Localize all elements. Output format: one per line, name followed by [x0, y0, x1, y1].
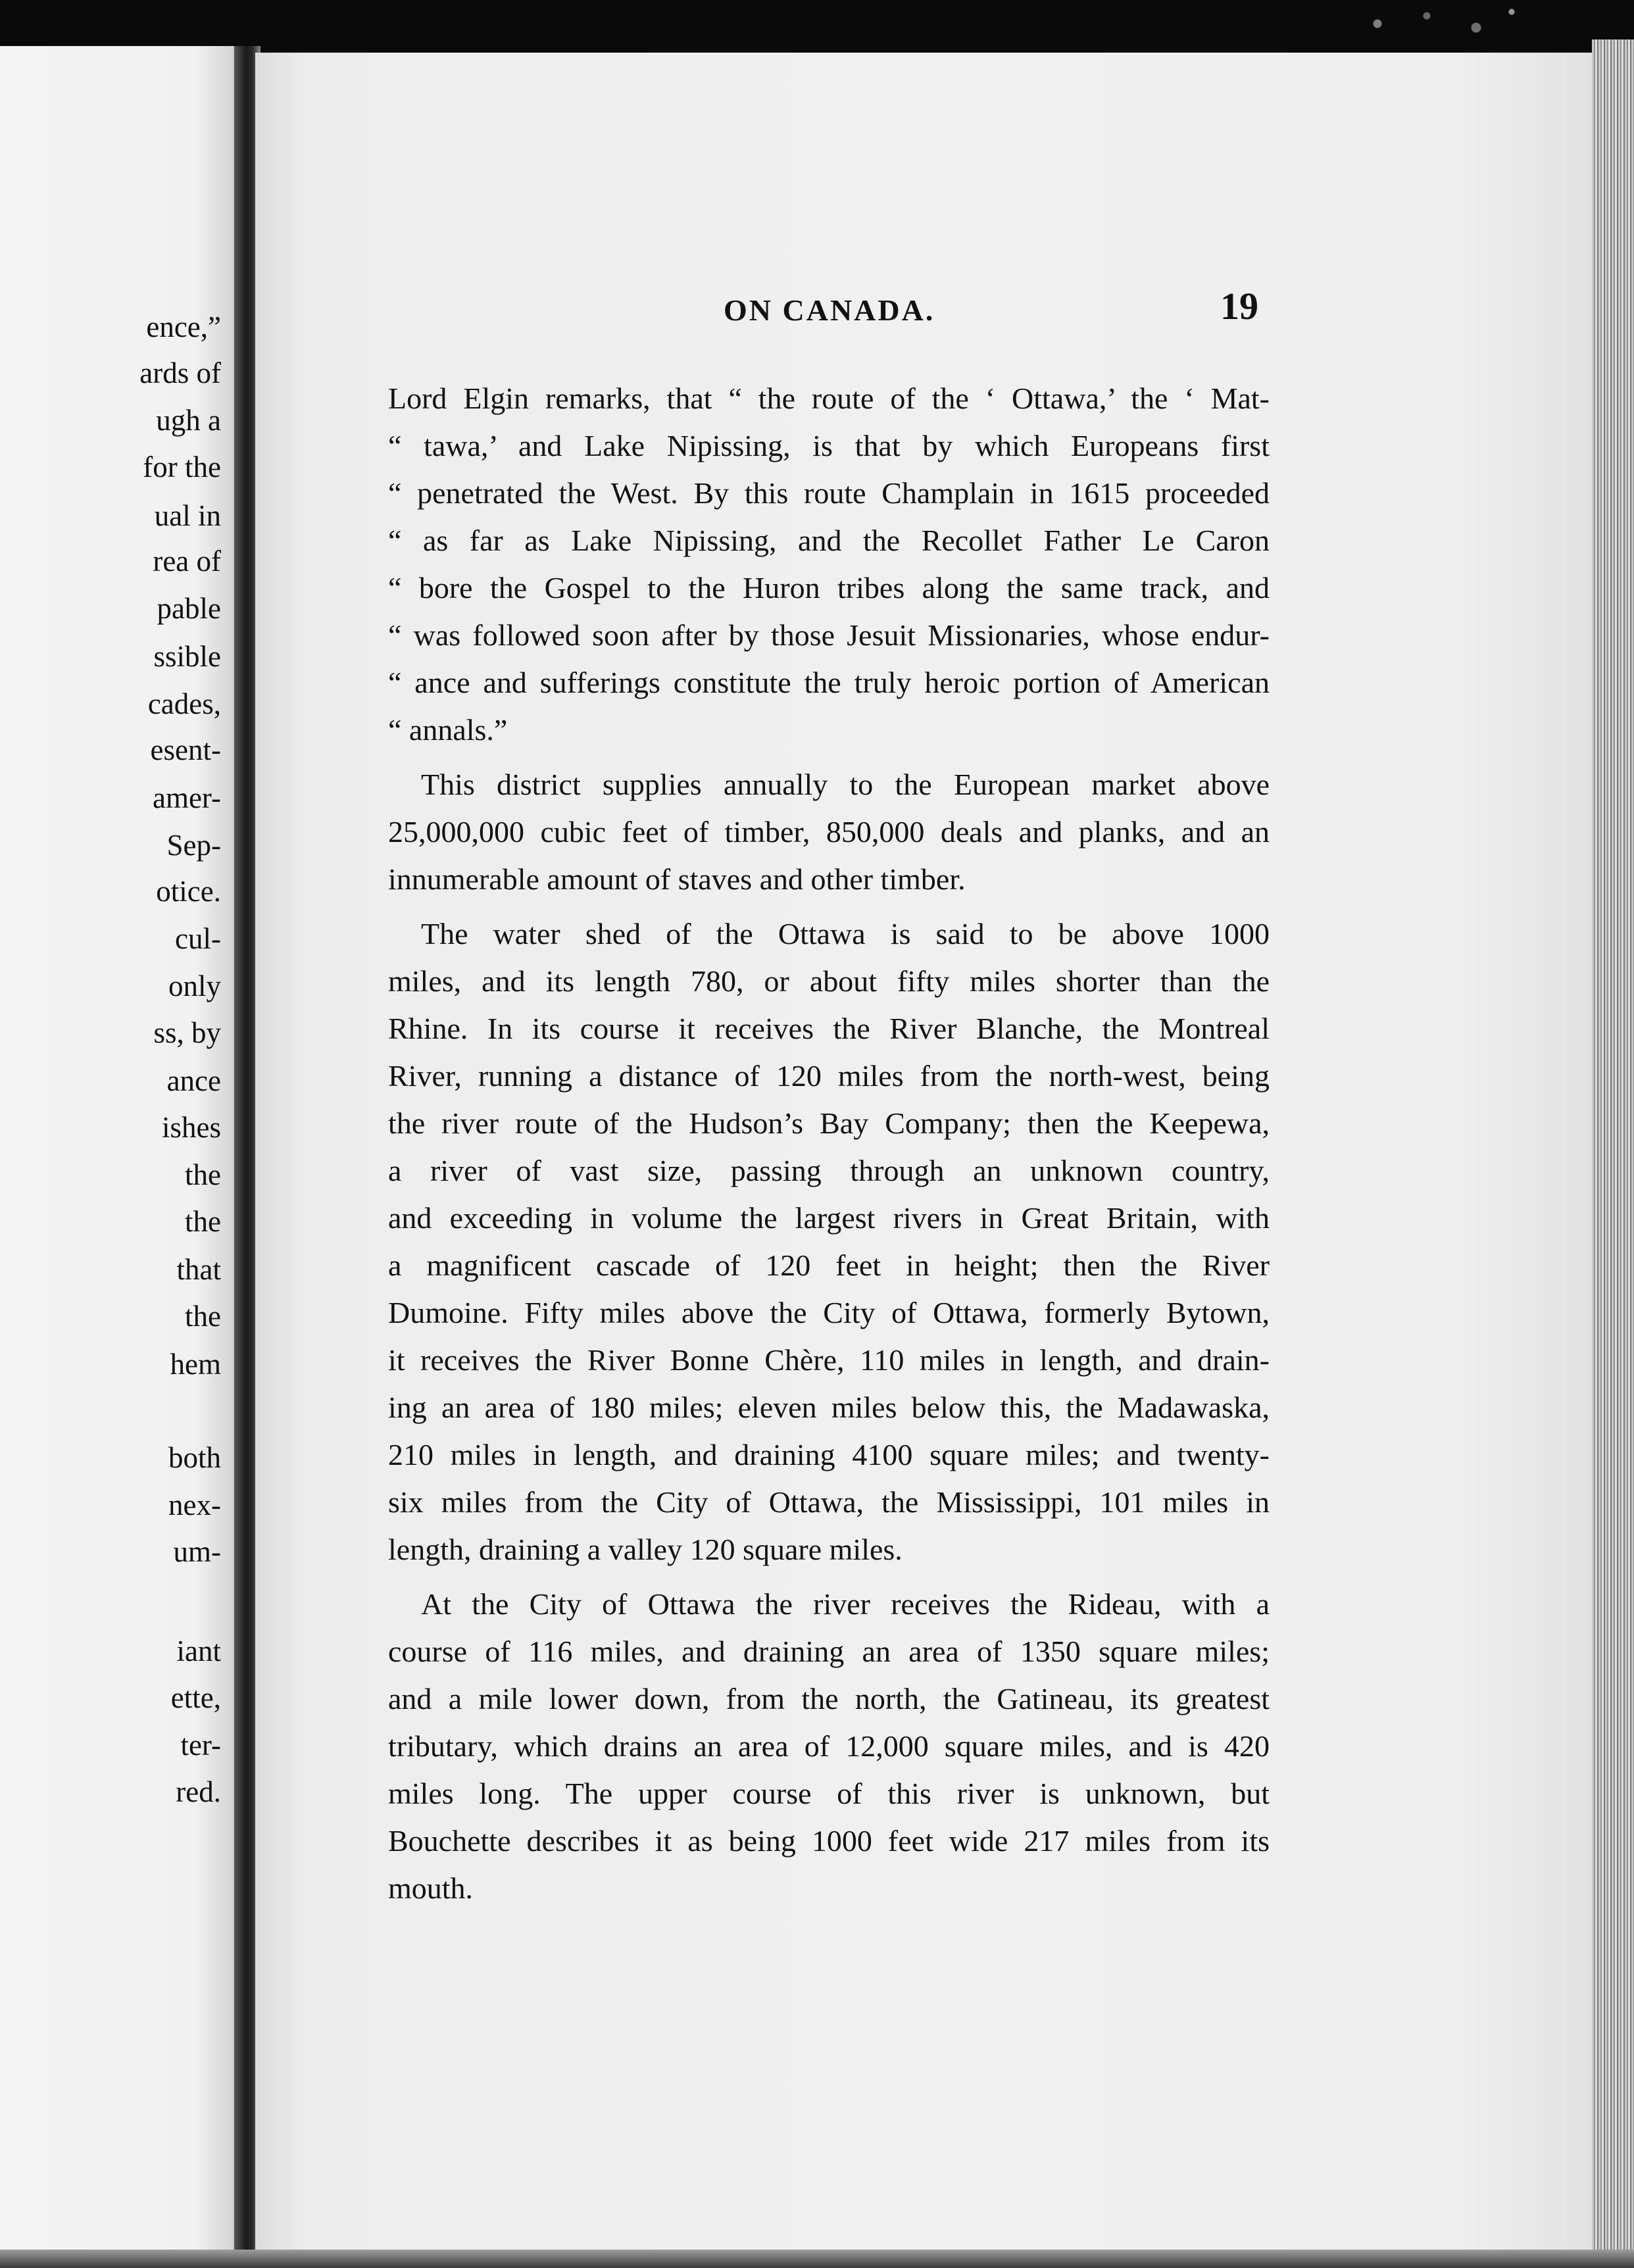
text-line: innumerable amount of staves and other timber.	[388, 862, 966, 896]
left-page-line: the	[185, 1205, 221, 1238]
page-edges	[1592, 39, 1634, 2268]
text-line: Lord Elgin remarks, that “ the route of the ‘ Ottawa,’ the ‘ Mat-	[388, 382, 1270, 415]
text-line: ing an area of 180 miles; eleven miles below this, the Madawaska,	[388, 1391, 1270, 1424]
text-line: “ as far as Lake Nipissing, and the Recollet Father Le Caron	[388, 524, 1270, 557]
left-page-line: esent-	[150, 733, 221, 766]
text-line: “ tawa,’ and Lake Nipissing, is that by which Europeans first	[388, 429, 1270, 462]
left-page-line: the	[185, 1158, 221, 1191]
left-page-line: amer-	[152, 781, 221, 814]
left-page-line: iant	[176, 1635, 221, 1667]
text-line: 25,000,000 cubic feet of timber, 850,000 deals and planks, and an	[388, 815, 1270, 849]
text-line: 210 miles in length, and draining 4100 square miles; and twenty-	[388, 1438, 1270, 1471]
left-page-line: that	[176, 1253, 221, 1286]
paragraph	[388, 1581, 1270, 1912]
text-line: River, running a distance of 120 miles from the north-west, being	[388, 1059, 1270, 1093]
left-page-line: ss, by	[153, 1016, 221, 1049]
left-page-line: rea of	[153, 545, 221, 578]
left-page-line: cul-	[175, 922, 221, 955]
text-line: mouth.	[388, 1871, 474, 1905]
left-page-line: red.	[176, 1775, 221, 1808]
text-line: and exceeding in volume the largest rivers in Great Britain, with	[388, 1201, 1270, 1235]
text-line: a river of vast size, passing through an unknown country,	[388, 1154, 1270, 1187]
scan-artifact	[1338, 4, 1535, 43]
text-line: “ penetrated the West. By this route Champlain in 1615 proceeded	[388, 476, 1270, 510]
left-page-line: ards of	[139, 357, 221, 389]
scan-bottom-border	[0, 2250, 1634, 2268]
text-line: Dumoine. Fifty miles above the City of Ottawa, formerly Bytown,	[388, 1296, 1270, 1329]
page-number: 19	[1220, 285, 1258, 328]
paragraph	[388, 761, 1270, 903]
left-page-line: pable	[157, 592, 221, 625]
text-line: Rhine. In its course it receives the River Blanche, the Montreal	[388, 1012, 1270, 1045]
text-line: “ annals.”	[388, 713, 508, 747]
running-head: ON CANADA.	[724, 293, 935, 327]
left-page-line: ence,”	[146, 310, 221, 343]
left-page-line: cades,	[147, 687, 221, 720]
left-page-line: ssible	[153, 640, 221, 673]
left-page-line: hem	[170, 1348, 221, 1381]
text-line: “ was followed soon after by those Jesuit Missionaries, whose endur-	[388, 618, 1270, 652]
left-page-line: ugh a	[156, 404, 221, 437]
text-line: course of 116 miles, and draining an area of 1350 square miles;	[388, 1635, 1270, 1668]
paragraph	[388, 910, 1270, 1573]
left-page-line: ishes	[162, 1111, 221, 1144]
text-line: and a mile lower down, from the north, the Gatineau, its greatest	[388, 1682, 1270, 1715]
text-line: The water shed of the Ottawa is said to be above 1000	[421, 917, 1270, 950]
text-line: Bouchette describes it as being 1000 feet wide 217 miles from its	[388, 1824, 1270, 1858]
text-line: miles long. The upper course of this river is unknown, but	[388, 1777, 1270, 1810]
left-page-line: for the	[143, 451, 221, 483]
text-line: the river route of the Hudson’s Bay Company; then the Keepewa,	[388, 1106, 1270, 1140]
text-line: This district supplies annually to the European market above	[421, 768, 1270, 801]
left-page-line: the	[185, 1300, 221, 1333]
left-page-line: um-	[173, 1535, 221, 1568]
paragraph	[388, 375, 1270, 754]
left-page-line: ual in	[154, 499, 221, 532]
text-line: “ ance and sufferings constitute the truly heroic portion of American	[388, 666, 1270, 699]
left-page-line: only	[168, 970, 221, 1002]
left-page-line: ter-	[180, 1729, 221, 1762]
text-line: tributary, which drains an area of 12,000 square miles, and is 420	[388, 1729, 1270, 1763]
left-page-line: ance	[166, 1064, 221, 1097]
text-line: six miles from the City of Ottawa, the Mississippi, 101 miles in	[388, 1485, 1270, 1519]
left-page-line: nex-	[168, 1489, 221, 1521]
page-body	[388, 375, 1270, 1919]
left-page-fragment	[0, 46, 243, 2268]
left-page-line: Sep-	[166, 829, 221, 862]
left-page-line: otice.	[156, 875, 221, 908]
left-page-line: ette,	[170, 1681, 221, 1714]
text-line: a magnificent cascade of 120 feet in height; then the River	[388, 1248, 1270, 1282]
text-line: it receives the River Bonne Chère, 110 miles in length, and drain-	[388, 1343, 1270, 1377]
text-line: At the City of Ottawa the river receives the Rideau, with a	[421, 1587, 1270, 1621]
text-line: “ bore the Gospel to the Huron tribes along the same track, and	[388, 571, 1270, 604]
left-page-line: both	[168, 1441, 221, 1474]
text-line: length, draining a valley 120 square miles.	[388, 1533, 903, 1566]
text-line: miles, and its length 780, or about fifty miles shorter than the	[388, 964, 1270, 998]
